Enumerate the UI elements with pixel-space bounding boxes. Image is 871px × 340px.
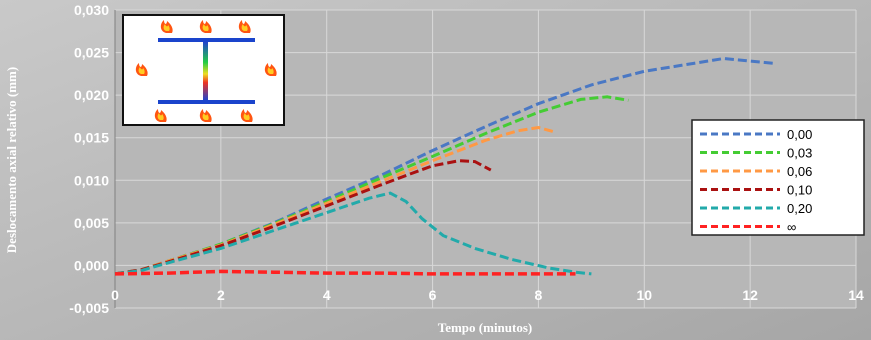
x-tick-label: 4	[322, 287, 331, 303]
y-tick-label: 0,020	[73, 87, 109, 104]
inset-section-figure	[123, 15, 284, 125]
bottom-flange	[158, 100, 255, 104]
y-tick-label: 0,000	[73, 257, 109, 274]
y-tick-label: 0,010	[73, 172, 109, 189]
y-tick-label: -0,005	[69, 300, 109, 316]
x-tick-label: 6	[428, 287, 437, 303]
legend	[692, 120, 864, 235]
x-tick-label: 10	[636, 287, 653, 303]
x-tick-label: 14	[848, 287, 864, 303]
legend-label: 0,00	[787, 127, 813, 142]
y-tick-label: 0,030	[73, 2, 109, 18]
web	[203, 42, 208, 100]
legend-label: 0,03	[787, 145, 813, 161]
y-tick-label: 0,015	[73, 129, 109, 146]
x-tick-label: 2	[216, 287, 225, 303]
y-tick-label: 0,025	[73, 44, 109, 61]
x-tick-label: 12	[742, 287, 758, 303]
legend-label: ∞	[787, 219, 797, 235]
legend-label: 0,20	[787, 201, 813, 216]
legend-label: 0,10	[787, 182, 813, 198]
x-tick-label: 0	[111, 287, 119, 303]
legend-label: 0,06	[787, 164, 813, 179]
top-flange	[158, 38, 255, 42]
legend-box	[692, 120, 864, 235]
x-tick-label: 8	[534, 287, 543, 303]
y-axis-label: Deslocamento axial relativo (mm)	[4, 66, 19, 254]
y-tick-label: 0,005	[73, 214, 109, 231]
x-axis-label: Tempo (minutos)	[437, 320, 533, 335]
